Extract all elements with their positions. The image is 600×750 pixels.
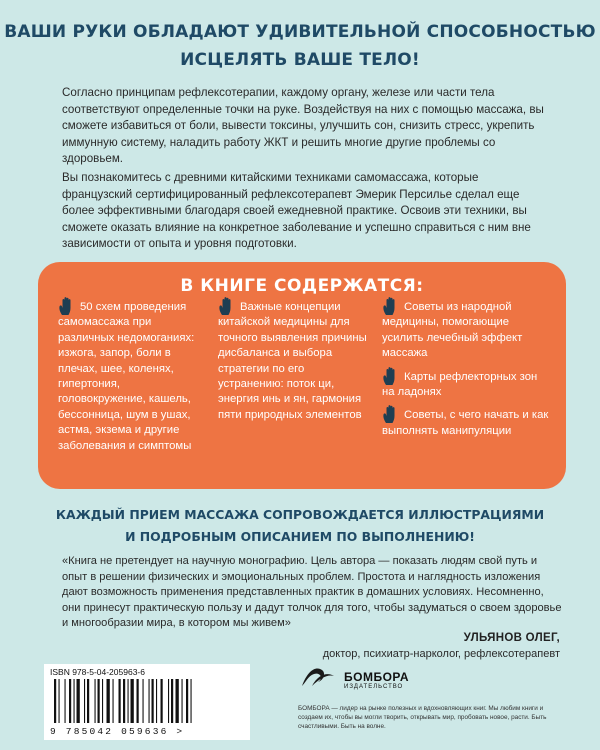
contents-item-text: Важные концепции китайской медицины для точного выявления причины дисбаланса и выбора стратегии по его устранению: поток ци, энергия инь и ян, гармония пяти природных элементов bbox=[218, 301, 367, 421]
contents-title: В КНИГЕ СОДЕРЖАТСЯ: bbox=[180, 276, 424, 296]
quote-author-role: доктор, психиатр-нарколог, рефлексотерапевт bbox=[322, 648, 560, 660]
barcode-bar bbox=[143, 679, 144, 723]
barcode-bar bbox=[74, 679, 75, 723]
barcode-bar bbox=[128, 679, 129, 723]
publisher-subtitle: ИЗДАТЕЛЬСТВО bbox=[344, 684, 404, 690]
hand-icon bbox=[382, 296, 400, 316]
barcode-bar bbox=[168, 679, 169, 723]
contents-item-text: Карты рефлекторных зон на ладонях bbox=[382, 370, 538, 399]
barcode-bar bbox=[59, 679, 60, 723]
publisher-name: БОМБОРА bbox=[344, 670, 410, 684]
review-quote: «Книга не претендует на научную монографию. Цель автора — показать людям свой путь и опыт в решении физических и эмоциональных проблем. Простота и наглядность изложения дают возможность применения представленных практик в домашних условиях. Несомненно, они принесут практическую пользу и дадут толчок для того, чтобы задуматься о своем здоровье и многообразии мира, в котором мы живем» bbox=[62, 555, 562, 630]
barcode-bar bbox=[119, 679, 121, 723]
barcode-digits: 9 785042 059636 > bbox=[50, 726, 185, 737]
barcode-bars bbox=[52, 679, 242, 725]
hand-icon bbox=[382, 366, 400, 386]
barcode-bar bbox=[149, 679, 150, 723]
headline-line-2: ИСЦЕЛЯТЬ ВАШЕ ТЕЛО! bbox=[180, 50, 420, 70]
contents-item-text: Советы из народной медицины, помогающие усилить лечебный эффект массажа bbox=[382, 301, 523, 360]
quote-author: УЛЬЯНОВ ОЛЕГ, bbox=[463, 632, 560, 644]
barcode-bar bbox=[156, 679, 157, 723]
barcode-bar bbox=[54, 679, 56, 723]
barcode-bar bbox=[95, 679, 96, 723]
contents-column-3 bbox=[382, 300, 552, 447]
isbn-label: ISBN 978-5-04-205963-6 bbox=[50, 667, 145, 677]
barcode-bar bbox=[186, 679, 188, 723]
tagline-line-1: КАЖДЫЙ ПРИЕМ МАССАЖА СОПРОВОЖДАЕТСЯ ИЛЛЮСТРАЦИЯМИ bbox=[55, 507, 545, 522]
contents-column-2 bbox=[218, 300, 370, 423]
barcode-bar bbox=[182, 679, 183, 723]
contents-item bbox=[382, 370, 552, 401]
barcode-bar bbox=[131, 679, 134, 723]
contents-item bbox=[58, 300, 198, 454]
barcode-bar bbox=[98, 679, 100, 723]
barcode-bar bbox=[87, 679, 89, 723]
barcode-bar bbox=[161, 679, 163, 723]
contents-item bbox=[382, 408, 552, 439]
contents-column-1 bbox=[58, 300, 198, 454]
barcode-bar bbox=[191, 679, 192, 723]
barcode-bar bbox=[113, 679, 114, 723]
barcode-bar bbox=[152, 679, 154, 723]
barcode-bar bbox=[65, 679, 66, 723]
barcode-bar bbox=[123, 679, 125, 723]
headline-line-1: ВАШИ РУКИ ОБЛАДАЮТ УДИВИТЕЛЬНОЙ СПОСОБНОСТЬЮ bbox=[4, 22, 596, 42]
barcode-bar bbox=[171, 679, 173, 723]
barcode-bar bbox=[107, 679, 110, 723]
contents-item-text: 50 схем проведения самомассажа при различных недомоганиях: изжога, запор, боли в плечах, шее, коленях, гипертония, головокружение, кашель, бессонница, шум в ушах, астма, экзема и другие заболевания и симптомы bbox=[58, 301, 195, 452]
hand-icon bbox=[218, 296, 236, 316]
barcode-bar bbox=[84, 679, 85, 723]
barcode-bar bbox=[69, 679, 71, 723]
barcode-bar bbox=[77, 679, 80, 723]
contents-box bbox=[38, 262, 566, 489]
barcode-bar bbox=[102, 679, 103, 723]
contents-item-text: Советы, с чего начать и как выполнять манипуляции bbox=[382, 409, 549, 437]
hand-icon bbox=[382, 404, 400, 424]
intro-paragraph-1: Согласно принципам рефлексотерапии, каждому органу, железе или части тела соответствуют определенные точки на руке. Воздействуя на них с помощью массажа, вы сможете избавиться от боли, вывести токсины, улучшить сон, снизить стресс, укрепить иммунную систему, наладить работу ЖКТ и решить многие другие проблемы со здоровьем. bbox=[62, 86, 544, 165]
barcode bbox=[44, 664, 250, 740]
contents-item bbox=[382, 300, 552, 362]
barcode-bar bbox=[176, 679, 179, 723]
contents-item bbox=[218, 300, 370, 423]
hand-icon bbox=[58, 296, 76, 316]
intro-paragraph-2: Вы познакомитесь с древними китайскими техниками самомассажа, которые французский сертифицированный рефлексотерапевт Эмерик Персилье сделал еще более эффективными благодаря своей ежедневной практике. Освоив эти техники, вы сможете оказать влияние на конкретное заболевание и успешно справиться с ним вне зависимости от опыта и уровня подготовки. bbox=[62, 171, 531, 250]
tagline-line-2: И ПОДРОБНЫМ ОПИСАНИЕМ ПО ВЫПОЛНЕНИЮ! bbox=[125, 529, 475, 544]
publisher-note: БОМБОРА — лидер на рынке полезных и вдохновляющих книг. Мы любим книги и создаем их, чтобы вы могли творить, открывать мир, пробовать новое, расти. Быть счастливыми. Быть на волне. bbox=[298, 705, 547, 730]
barcode-bar bbox=[137, 679, 139, 723]
